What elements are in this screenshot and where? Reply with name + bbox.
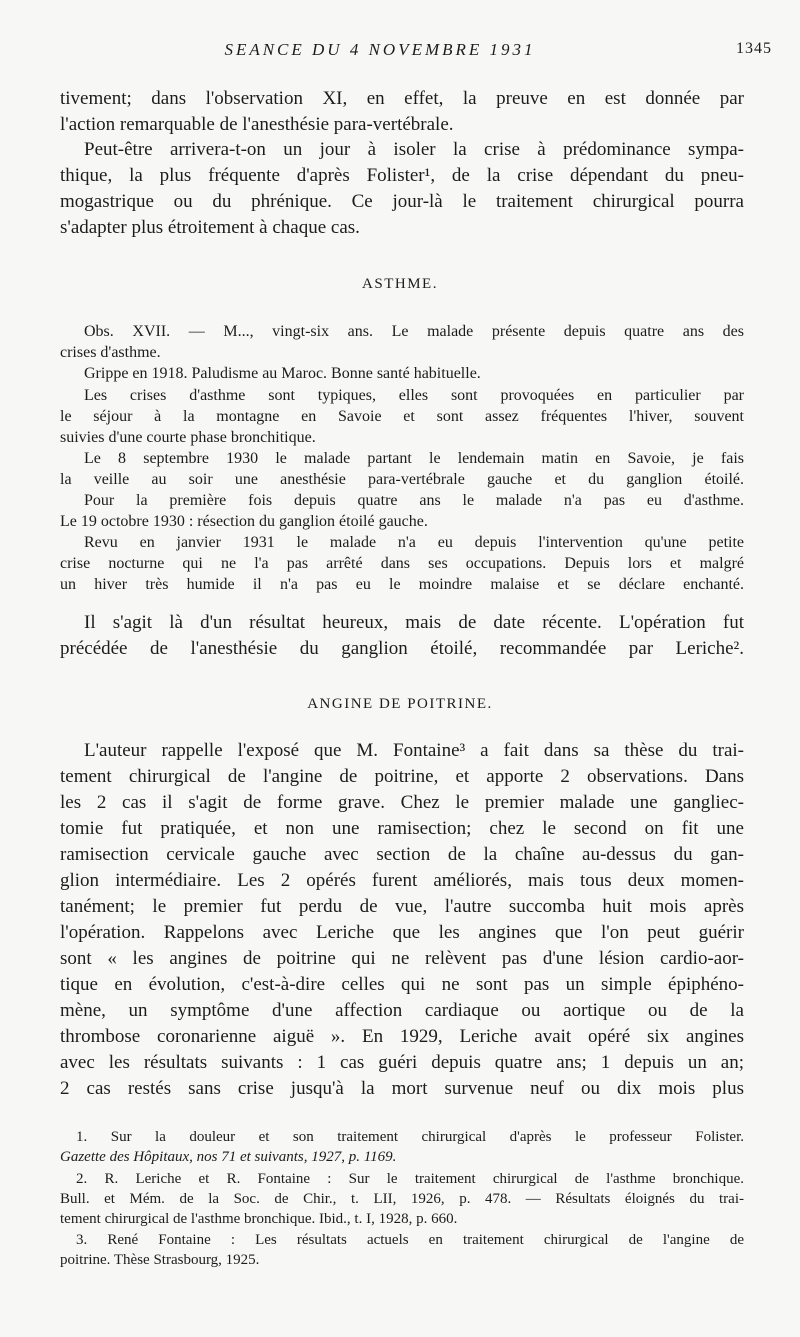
text-line: Grippe en 1918. Paludisme au Maroc. Bonne santé habituelle. bbox=[84, 365, 481, 382]
text-line: s'adapter plus étroitement à chaque cas. bbox=[60, 217, 360, 238]
text-line: avec les résultats suivants : 1 cas guéri depuis quatre ans; 1 depuis un an; bbox=[60, 1052, 744, 1073]
text-line: thique, la plus fréquente d'après Folister¹, de la crise dépendant du pneu- bbox=[60, 165, 744, 186]
footnote-line: 1. Sur la douleur et son traitement chirurgical d'après le professeur Folister. bbox=[76, 1129, 744, 1145]
footnote-line: Gazette des Hôpitaux, nos 71 et suivants, 1927, p. 1169. bbox=[60, 1149, 397, 1165]
text-line: tement chirurgical de l'angine de poitrine, et apporte 2 observations. Dans bbox=[60, 766, 744, 787]
text-line: tivement; dans l'observation XI, en effet, la preuve en est donnée par bbox=[60, 88, 744, 109]
text-line: tique en évolution, c'est-à-dire celles qui ne sont pas un simple épiphéno- bbox=[60, 974, 744, 995]
text-line: L'auteur rappelle l'exposé que M. Fontaine³ a fait dans sa thèse du trai- bbox=[84, 740, 744, 761]
text-line: Le 19 octobre 1930 : résection du ganglion étoilé gauche. bbox=[60, 513, 428, 530]
text-line: tanément; le premier fut perdu de vue, l'autre succomba huit mois après bbox=[60, 896, 744, 917]
text-line: mène, un symptôme d'une affection cardiaque ou aortique ou de la bbox=[60, 1000, 744, 1021]
text-line: crises d'asthme. bbox=[60, 344, 161, 361]
text-line: sont « les angines de poitrine qui ne relèvent pas d'une lésion cardio-aor- bbox=[60, 948, 744, 969]
text-line: tomie fut pratiquée, et non une ramisection; chez le second on fit une bbox=[60, 818, 744, 839]
header-title: SEANCE DU 4 NOVEMBRE 1931 bbox=[224, 40, 536, 59]
text-line: le séjour à la montagne en Savoie et sont assez fréquentes l'hiver, souvent bbox=[60, 408, 744, 425]
text-line: Obs. XVII. — M..., vingt-six ans. Le malade présente depuis quatre ans des bbox=[84, 323, 744, 340]
text-line: Il s'agit là d'un résultat heureux, mais de date récente. L'opération fut bbox=[84, 612, 744, 633]
text-line: précédée de l'anesthésie du ganglion étoilé, recommandée par Leriche². bbox=[60, 638, 744, 659]
text-line: un hiver très humide il n'a pas eu le moindre malaise et se déclare enchanté. bbox=[60, 576, 744, 593]
text-line: Le 8 septembre 1930 le malade partant le lendemain matin en Savoie, je fais bbox=[84, 450, 744, 467]
text-line: Peut-être arrivera-t-on un jour à isoler la crise à prédominance sympa- bbox=[84, 139, 744, 160]
text-line: Revu en janvier 1931 le malade n'a eu depuis l'intervention qu'une petite bbox=[84, 534, 744, 551]
running-header bbox=[0, 40, 800, 68]
footnote-line: 2. R. Leriche et R. Fontaine : Sur le traitement chirurgical de l'asthme bronchique. bbox=[76, 1171, 744, 1187]
text-line: 2 cas restés sans crise jusqu'à la mort survenue neuf ou dix mois plus bbox=[60, 1078, 744, 1099]
footnote-line: 3. René Fontaine : Les résultats actuels en traitement chirurgical de l'angine de bbox=[76, 1232, 744, 1248]
text-line: mogastrique ou du phrénique. Ce jour-là le traitement chirurgical pourra bbox=[60, 191, 744, 212]
text-line: l'action remarquable de l'anesthésie para-vertébrale. bbox=[60, 114, 454, 135]
section-heading-asthma: ASTHME. bbox=[362, 276, 438, 292]
text-line: Pour la première fois depuis quatre ans le malade n'a pas eu d'asthme. bbox=[84, 492, 744, 509]
text-line: ramisection cervicale gauche avec section de la chaîne au-dessus du gan- bbox=[60, 844, 744, 865]
text-line: glion intermédiaire. Les 2 opérés furent améliorés, mais tous deux momen- bbox=[60, 870, 744, 891]
text-line: suivies d'une courte phase bronchitique. bbox=[60, 429, 316, 446]
text-line: crise nocturne qui ne l'a pas arrêté dans ses occupations. Depuis lors et malgré bbox=[60, 555, 744, 572]
text-line: la veille au soir une anesthésie para-vertébrale gauche et du ganglion étoilé. bbox=[60, 471, 744, 488]
page-number: 1345 bbox=[736, 40, 772, 57]
footnote-line: Bull. et Mém. de la Soc. de Chir., t. LII, 1926, p. 478. — Résultats éloignés du trai- bbox=[60, 1191, 744, 1207]
text-line: Les crises d'asthme sont typiques, elles sont provoquées en particulier par bbox=[84, 387, 744, 404]
text-line: les 2 cas il s'agit de forme grave. Chez le premier malade une gangliec- bbox=[60, 792, 744, 813]
section-heading-angina: ANGINE DE POITRINE. bbox=[307, 696, 493, 712]
text-line: l'opération. Rappelons avec Leriche que les angines que l'on peut guérir bbox=[60, 922, 744, 943]
footnote-line: tement chirurgical de l'asthme bronchique. Ibid., t. I, 1928, p. 660. bbox=[60, 1211, 458, 1227]
text-line: thrombose coronarienne aiguë ». En 1929, Leriche avait opéré six angines bbox=[60, 1026, 744, 1047]
footnote-line: poitrine. Thèse Strasbourg, 1925. bbox=[60, 1252, 260, 1268]
